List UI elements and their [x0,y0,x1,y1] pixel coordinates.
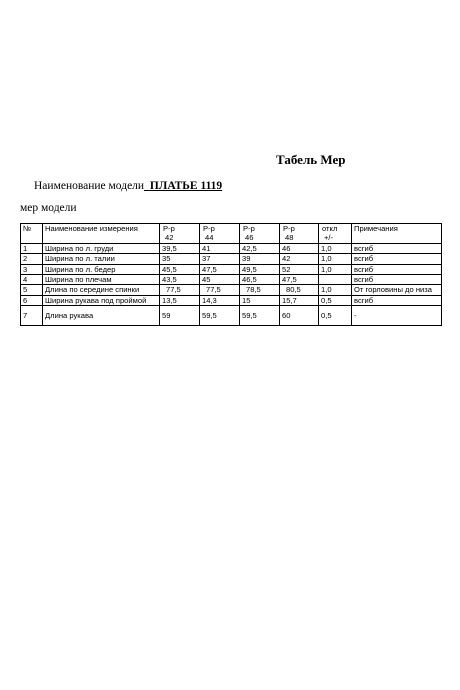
table-row [21,264,442,274]
cell-num: 3 [21,264,43,274]
header-size-label: Р-р [163,224,175,233]
cell-size-46: 39 [240,254,280,264]
cell-num: 7 [21,306,43,326]
header-size-48 [280,224,319,244]
cell-tolerance: 0,5 [319,295,352,305]
measurements-table [20,223,442,326]
model-label: Наименование модели [34,180,145,192]
cell-num: 1 [21,243,43,253]
model-underscore: _ [144,180,150,192]
cell-size-48: 80,5 [280,285,319,295]
cell-name: Ширина по л. груди [43,243,160,253]
cell-name: Длина рукава [43,306,160,326]
cell-size-48: 52 [280,264,319,274]
table-row [21,295,442,305]
header-name: Наименование измерения [43,224,160,244]
header-size-value: 42 [165,233,174,243]
header-size-label: Р-р [243,224,255,233]
cell-num: 4 [21,275,43,285]
cell-size-46: 59,5 [240,306,280,326]
cell-tolerance: 1,0 [319,243,352,253]
cell-size-48: 42 [280,254,319,264]
header-size-46 [240,224,280,244]
cell-size-44: 14,3 [200,295,240,305]
header-size-value: 46 [245,233,254,243]
cell-note: От горловины до низа [352,285,442,295]
cell-note: всгиб [352,275,442,285]
cell-name: Ширина рукава под проймой [43,295,160,305]
cell-name: Ширина по плечам [43,275,160,285]
cell-size-48: 46 [280,243,319,253]
cell-note: - [352,306,442,326]
cell-tolerance: 0,5 [319,306,352,326]
cell-size-42: 43,5 [160,275,200,285]
cell-size-42: 77,5 [160,285,200,295]
table-row [21,254,442,264]
cell-name: Ширина по л. бедер [43,264,160,274]
cell-size-42: 13,5 [160,295,200,305]
header-tolerance-sign: +/- [324,233,334,243]
cell-size-44: 45 [200,275,240,285]
cell-size-42: 59 [160,306,200,326]
header-tolerance [319,224,352,244]
header-notes: Примечания [352,224,442,244]
cell-size-46: 49,5 [240,264,280,274]
cell-name: Длина по середине спинки [43,285,160,295]
cell-size-46: 42,5 [240,243,280,253]
cell-size-48: 47,5 [280,275,319,285]
header-size-44 [200,224,240,244]
table-row [21,243,442,253]
table-row [21,275,442,285]
cell-size-44: 41 [200,243,240,253]
cell-size-46: 15 [240,295,280,305]
cell-note: всгиб [352,295,442,305]
cell-tolerance: 1,0 [319,264,352,274]
cell-size-48: 60 [280,306,319,326]
cell-note: всгиб [352,264,442,274]
cell-note: всгиб [352,243,442,253]
cell-name: Ширина по л. талии [43,254,160,264]
cell-num: 2 [21,254,43,264]
table-caption: мер модели [20,202,77,214]
cell-size-42: 35 [160,254,200,264]
model-name: ПЛАТЬЕ 1119 [149,180,223,192]
page-title: Табель Мер [276,152,346,167]
header-size-label: Р-р [203,224,215,233]
header-size-value: 48 [285,233,294,243]
cell-size-44: 59,5 [200,306,240,326]
table-header-row [21,224,442,244]
model-name-line [34,180,222,192]
cell-size-44: 47,5 [200,264,240,274]
cell-tolerance [319,275,352,285]
cell-size-44: 77,5 [200,285,240,295]
header-size-value: 44 [205,233,214,243]
cell-size-42: 39,5 [160,243,200,253]
cell-size-48: 15,7 [280,295,319,305]
cell-size-42: 45,5 [160,264,200,274]
table-row [21,306,442,326]
cell-tolerance: 1,0 [319,254,352,264]
table-row [21,285,442,295]
cell-size-46: 46,5 [240,275,280,285]
cell-size-46: 78,5 [240,285,280,295]
header-size-label: Р-р [283,224,295,233]
cell-size-44: 37 [200,254,240,264]
cell-note: всгиб [352,254,442,264]
cell-tolerance: 1,0 [319,285,352,295]
header-num: № [21,224,43,244]
cell-num: 6 [21,295,43,305]
header-size-42 [160,224,200,244]
cell-num: 5 [21,285,43,295]
header-tolerance-label: откл [322,224,338,233]
